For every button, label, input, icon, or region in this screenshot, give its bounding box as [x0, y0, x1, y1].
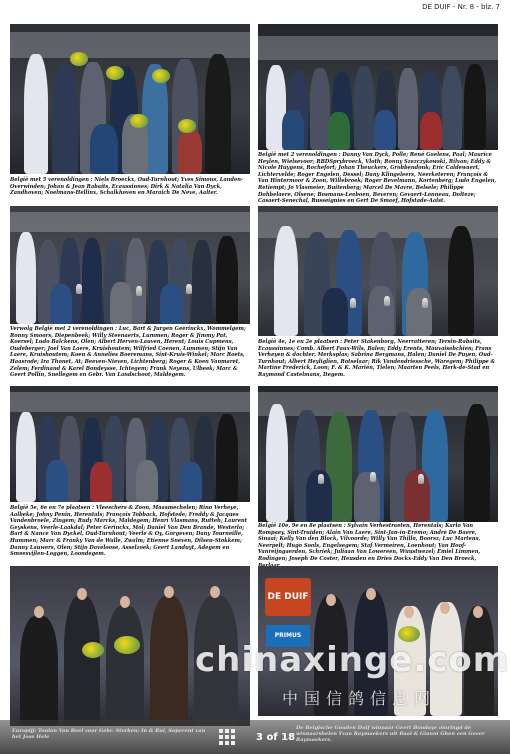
- photo-6: [258, 386, 498, 522]
- photo-3: [10, 206, 250, 324]
- watermark-latin: chinaxinge.com: [195, 640, 510, 680]
- photo-4: [258, 206, 498, 336]
- page-indicator: 3 of 18: [256, 732, 296, 743]
- caption-3: Verwolg België met 2 verenoldingen : Luc, Bart & Jurgen Geerinckx, Wommelgem; Ronny Smoors, Diepenbeek; Willy Steenaerts, Lummen; Roger & Jimmy Pat, Koersel; Ludo Balckens, Olen; Albert Herven-Lauven, Herent; Louis Cupmens, Oudeberger; Joel Van Laere, Kruishoutem; Wilfried Coenen, Lummen; Stijn Van Laere, Kruishoutem; Koen & Annelies Boeremans, Sint-Kruis-Winkel; Marc Roets, Haasrode; Ira Thonet, At; Beeven-Nieven, Lichtenberg; Roger & Koen Vanmaret, Zelem; Ferdinand & Karel Bondeysse, Ichtegem; Frank Neyens, Ulbeek; Marc & Geert Pollin, Snellegem en Gebr. Van Landschoot, Maldegem.: [10, 326, 246, 379]
- page-header: DE DUIF - Nr. 8 - blz. 7: [422, 3, 500, 11]
- caption-1: België met 5 verenoldingen : Niels Broeckx, Oud-Turnhout; Yves Simons, Landen-Overwinden; Johan & Jean Rabaits, Ecaussinnes; Dirk & Natalia Van Dyck, Zandhoven; Noelmans-Hellinx, Schalkhoven en Maraich De Neve, Aalter.: [10, 177, 244, 197]
- caption-5: België 5e, 6e en 7e plaatsen : Vleeschers & Zoon, Maasmechelen; Rino Verheye, Aalbeke; Johny Penin, Herentals; François Tobback, Hofstede; Freddy & Jacques Vandenbroele, Zingem; Rudy Marcks, Maldegem; Henri Vlasmans, Rutteh; Laurent Geyskens, Veerle-Laakdal; Peter Gerinckx, Mol; Daniel Van Den Brande, Westerlo; Bart & Nance Van Dyckel, Oud-Turnhout; Veerle & Oy, Gorgeven; Dany Tourneille, Hummen; Marc & Franky Van de Walle, Zwalm; Etienne Sneven, Dilsen-Stokkem; Danny Lauwers, Olen; Stijn Daveloose, Asselzoek; Geert Landuyt, Adegem en Smeesvijlen-Loggen, Loondegem.: [10, 505, 248, 558]
- primus-sponsor-banner: PRIMUS: [266, 625, 310, 647]
- caption-6: België 10e, 9e en 8e plaatsen : Sylvain Verhestraeten, Herentals; Karlo Van Rompaey, Sint-Truiden; Alain Van Laere, Sint-Jan-in-Eremo; André De Baere, Sinaai; Kelly Van den Block, Vilvoorde; Willy Van Thillo, Boorsz; Luc Martens, Neerpelt; Hugo Sools, Engelsegem; Staf Vermeiren, Loenhout; Van Hoof-Vanreijngaerden, Schriek; Juliaan Van Lowereen, Wuustwezel; Emiel Limmen, Rodingen; Joseph De Coster, Heusden en Dries Dockx-Eddy Van Den Broeck,: [258, 523, 481, 562]
- photo-1: [10, 24, 250, 174]
- photo-5: [10, 386, 250, 502]
- thumbnail-grid-icon[interactable]: [219, 729, 235, 745]
- de-duif-logo: DE DUIF: [265, 578, 311, 616]
- bottom-caption-right: De Belgische Gouden Duif winnaar Geert Bondaye omringd de winnaarshelen Yvan Raymaekers uit Baal & Gianni Ghen een Gever Raymaekers.: [296, 725, 485, 743]
- bottom-caption-left: Europijj: Toulon Van Beel voor Gebr. Sterken; In & Rul, Soperent van het Jose Hele: [12, 728, 206, 740]
- watermark-chinese: 中国信鸽信息网: [282, 689, 437, 708]
- caption-4: België 4e, 1e en 2e plaatsen : Peter Stakenborg, Neerratteren; Tersin-Rabaits, Ecaussinnes; Comb. Albert Faux-Wils, Balen; Eddy Erents, Mauvaisebchien; Frans Verheyen & dochter, Merksplas; Sabrina Bergmans, Halen; Daniel De Puyen, Oud-Turnhout; Albert Heyliglien, Rotselaar; Rik Vandendriessche, Waregem; Philippe & Martine Frederick, Loon; F. & K. Marién, Tielen; Maarten Peels, Herk-de-Stad en Raymond Castelmans, Itegem.: [258, 339, 496, 378]
- photo-2: [258, 24, 498, 150]
- caption-2: België met 2 verenoldingen : Danny Van Dyck, Polle; René Goelens, Paal; Maurice Heylen, Wielsevoor; RBDSprybroeck, Vloth; Ronny Szezczykowski, Rilvan; Eddy & Nicole Huygens, Rochefort; Johan Theuckers, Grobbendonk; Eric Caldewaert, Lichtervelde; Roger Engelen, Dessel; Dany Klingeleers, Neerketeren; François & Van Hintermoor & Zoon, Willebroek; Roger Bevelmann, Kortenberg; Ludo Engelen, Retiempt; Jo Vlasmeier, Buitenberg; Marcel De Mavre, Belsele; Philippe Dohbelaere, Olsene; Bosmans-Leeboen, Beveren; Gevaert-Lonneau, Dolteze; Casaert-Senechal, Russeignies en Gert De Smaef, Hofstade-Aalst.: [258, 152, 497, 205]
